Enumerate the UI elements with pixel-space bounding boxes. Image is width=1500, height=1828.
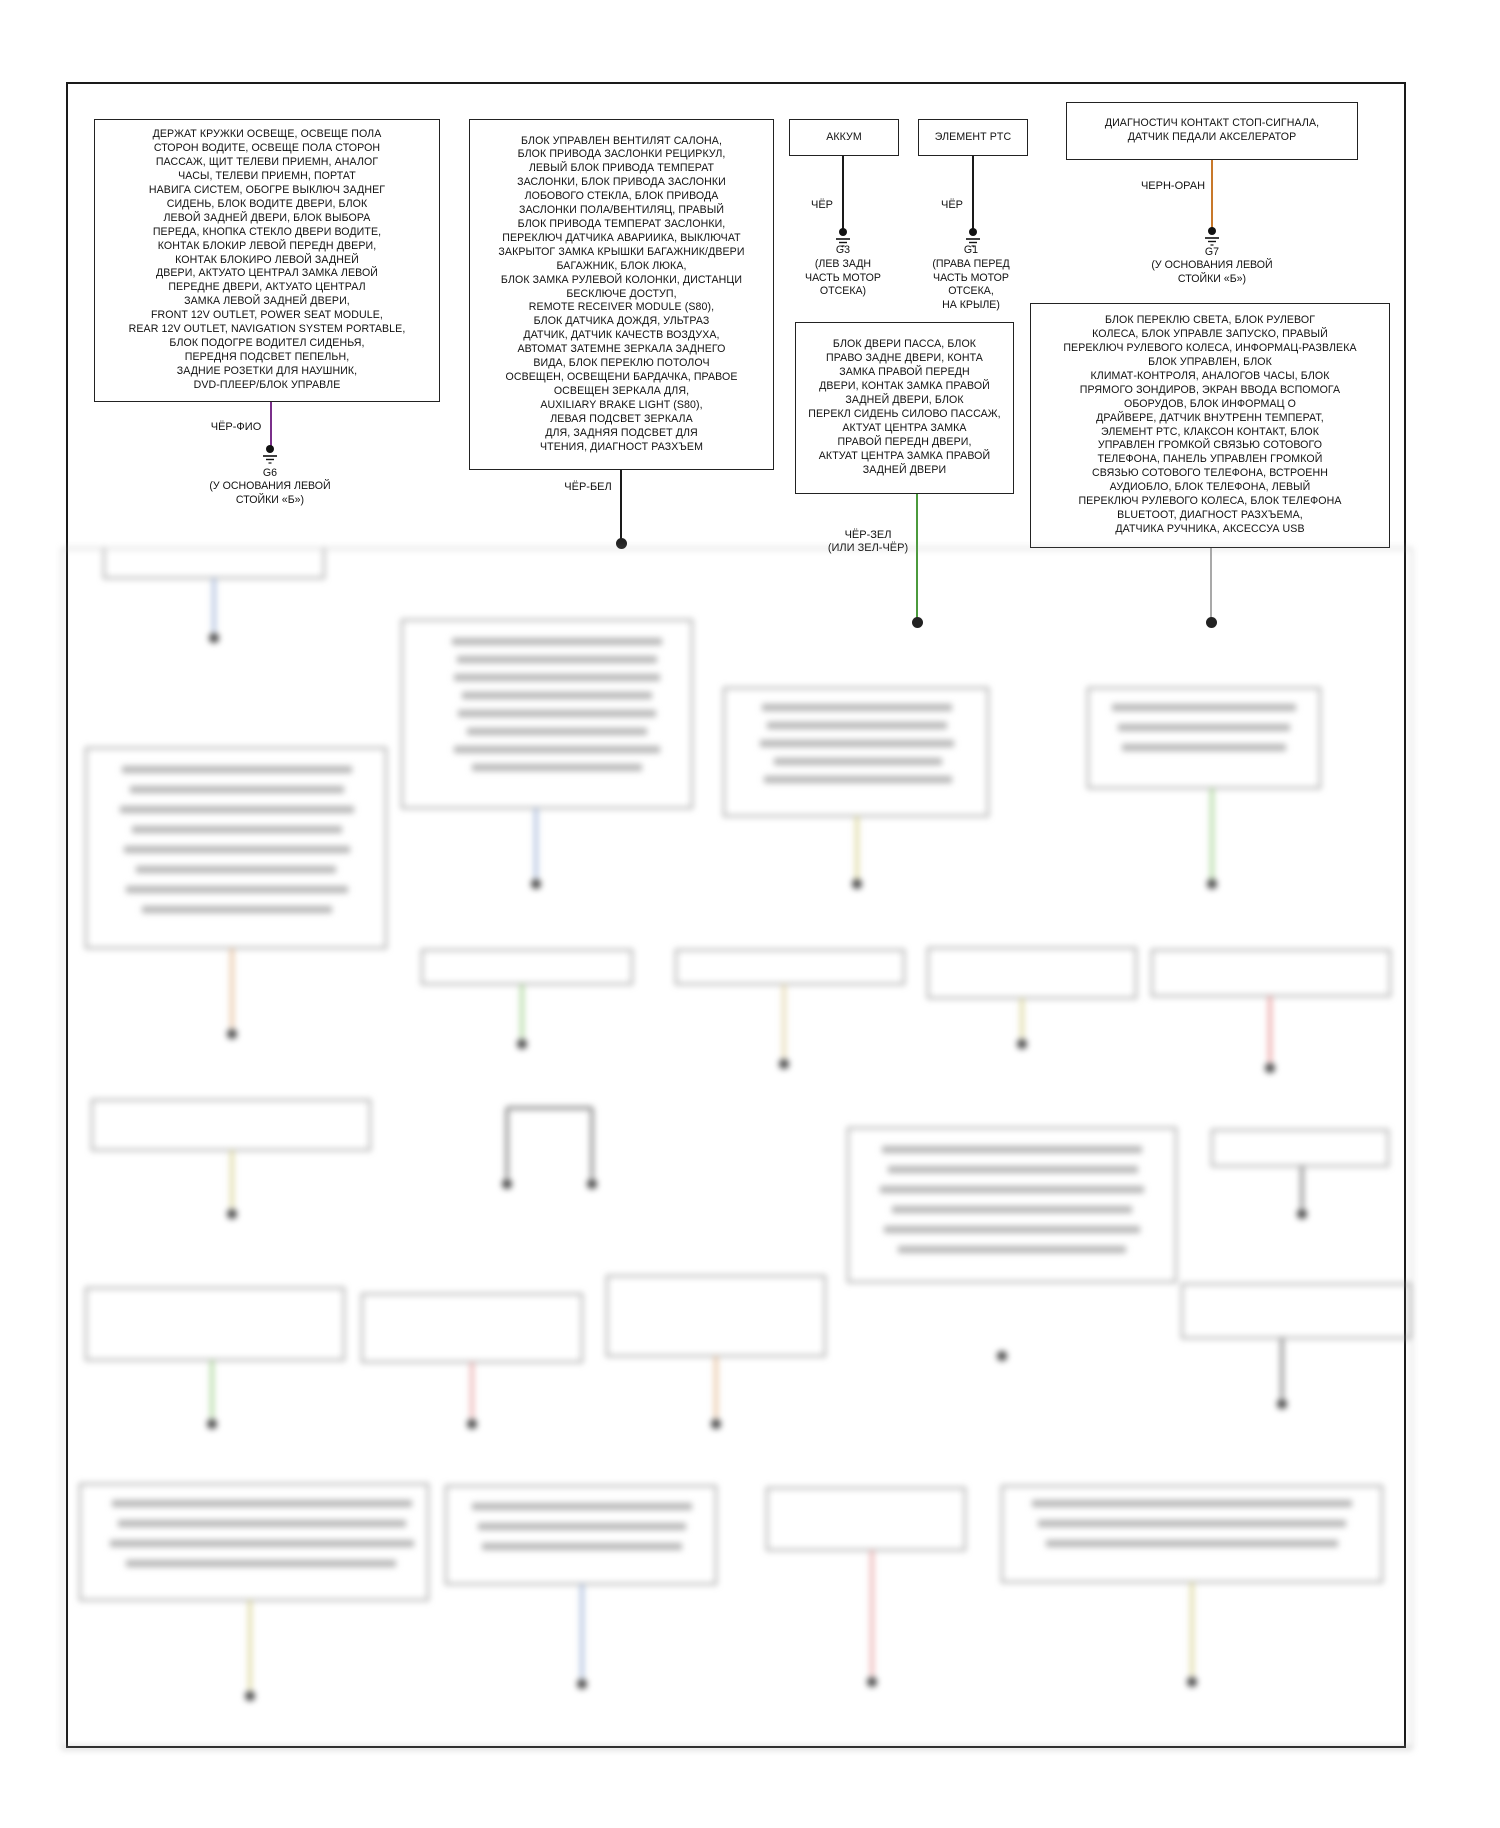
component-box-battery (789, 119, 899, 156)
component-box-steering (1030, 303, 1390, 548)
ground-id-g3: G3 (835, 244, 851, 256)
ground-symbol-g6 (262, 444, 278, 466)
component-text-g7: ДИАГНОСТИЧ КОНТАКТ СТОП-СИГНАЛА, ДАТЧИК ПЕДАЛИ АКСЕЛЕРАТОР (1104, 117, 1320, 143)
wire-label-g3: ЧЁР (810, 199, 833, 211)
wire-label-passenger-door: ЧЁР-ЗЕЛ (ИЛИ ЗЕЛ-ЧЁР) (827, 529, 909, 554)
wire-g7 (1211, 160, 1213, 228)
wire-label-hvac: ЧЁР-БЕЛ (564, 481, 612, 493)
component-text-hvac: БЛОК УПРАВЛЕН ВЕНТИЛЯТ САЛОНА, БЛОК ПРИВОДА ЗАСЛОНКИ РЕЦИРКУЛ, ЛЕВЫЙ БЛОК ПРИВОДА ТЕМПЕРАТ ЗАСЛОНКИ, БЛОК ПРИВОДА ЗАСЛОНКИ ЛОБОВОГО СТЕКЛА, БЛОК ПРИВОДА ЗАСЛОНКИ ПОЛА/ВЕНТИЛЯЦ, ПРАВЫЙ БЛОК ПРИВОДА ТЕМПЕРАТ ЗАСЛОНКИ, ПЕРЕКЛЮЧ ДАТЧИКА АВАРИИКА, ВЫКЛЮЧАТ ЗАКРЫТОГ ЗАМКА КРЫШКИ БАГАЖНИК/ДВЕРИ БАГАЖНИК, БЛОК ЛЮКА, БЛОК ЗАМКА РУЛЕВОЙ КОЛОНКИ, ДИСТАНЦИ БЕСКЛЮЧЕ ДОСТУП, REMOTE RECEIVER MODULE (S80), БЛОК ДАТЧИКА ДОЖДЯ, УЛЬТРАЗ ДАТЧИК, ДАТЧИК КАЧЕСТВ ВОЗДУХА, АВТОМАТ ЗАТЕМНЕ ЗЕРКАЛА ЗАДНЕГО ВИДА, БЛОК ПЕРЕКЛЮ ПОТОЛОЧ ОСВЕЩЕН, ОСВЕЩЕНИ БАРДАЧКА, ПРАВОЕ ОСВЕЩЕН ЗЕРКАЛА ДЛЯ, AUXILIARY BRAKE LIGHT (S80), ЛЕВАЯ ПОДСВЕТ ЗЕРКАЛА ДЛЯ, ЗАДНЯЯ ПОДСВЕТ ДЛЯ ЧТЕНИЯ, ДИАГНОСТ РАЗХЪЕМ (498, 134, 745, 453)
ground-id-g6: G6 (262, 467, 278, 479)
component-text-ptc: ЭЛЕМЕНТ PTC (934, 130, 1012, 143)
blurred-diagram-shapes (62, 548, 1412, 1750)
ground-symbol-g7 (1204, 226, 1220, 248)
ground-location-g1: (ПРАВА ПЕРЕД ЧАСТЬ МОТОР ОТСЕКА, НА КРЫЛЕ) (932, 258, 1010, 311)
wire-label-g1: ЧЁР (940, 199, 963, 211)
ground-location-g3: (ЛЕВ ЗАДН ЧАСТЬ МОТОР ОТСЕКА) (805, 258, 881, 297)
component-text-battery: АККУМ (826, 130, 862, 143)
ground-id-g7: G7 (1204, 246, 1220, 258)
wire-g3 (842, 156, 844, 234)
wire-label-g7: ЧЕРН-ОРАН (1140, 180, 1206, 192)
component-box-ptc (918, 119, 1028, 156)
component-text-steering: БЛОК ПЕРЕКЛЮ СВЕТА, БЛОК РУЛЕВОГ КОЛЕСА, БЛОК УПРАВЛЕ ЗАПУСКО, ПРАВЫЙ ПЕРЕКЛЮЧ РУЛЕВОГО КОЛЕСА, ИНФОРМАЦ-РАЗВЛЕКА БЛОК УПРАВЛЕН, БЛОК КЛИМАТ-КОНТРОЛЯ, АНАЛОГОВ ЧАСЫ, БЛОК ПРЯМОГО ЗОНДИРОВ, ЭКРАН ВВОДА ВСПОМОГА ОБОРУДОВ, БЛОК ИНФОРМАЦ О ДРАЙВЕРЕ, ДАТЧИК ВНУТРЕНН ТЕМПЕРАТ, ЭЛЕМЕНТ PTC, КЛАКСОН КОНТАКТ, БЛОК УПРАВЛЕН ГРОМКОЙ СВЯЗЬЮ СОТОВОГО ТЕЛЕФОНА, ПАНЕЛЬ УПРАВЛЕН ГРОМКОЙ СВЯЗЬЮ СОТОВОГО ТЕЛЕФОНА, ВСТРОЕНН АУДИОБЛО, БЛОК ТЕЛЕФОНА, ЛЕВЫЙ ПЕРЕКЛЮЧ РУЛЕВОГО КОЛЕСА, БЛОК ТЕЛЕФОНА BLUETOOT, ДИАГНОСТ РАЗХЪЕМА, ДАТЧИКА РУЧНИКА, АКСЕССУА USB (1063, 314, 1357, 535)
ground-location-g6: (У ОСНОВАНИЯ ЛЕВОЙ СТОЙКИ «Б») (209, 480, 331, 506)
component-box-passenger-door (795, 322, 1014, 494)
wire-label-g6: ЧЁР-ФИО (210, 421, 262, 433)
wire-g1 (972, 156, 974, 234)
component-box-hvac (469, 119, 774, 470)
component-box-g7 (1066, 102, 1358, 160)
blurred-diagram-region (62, 548, 1412, 1750)
component-text-g6: ДЕРЖАТ КРУЖКИ ОСВЕЩЕ, ОСВЕЩЕ ПОЛА СТОРОН ВОДИТЕ, ОСВЕЩЕ ПОЛА СТОРОН ПАССАЖ, ЩИТ ТЕЛЕВИ ПРИЕМН, АНАЛОГ ЧАСЫ, ТЕЛЕВИ ПРИЕМН, ПОРТАТ НАВИГА СИСТЕМ, ОБОГРЕ ВЫКЛЮЧ ЗАДНЕГ СИДЕНЬ, БЛОК ВОДИТЕ ДВЕРИ, БЛОК ЛЕВОЙ ЗАДНЕЙ ДВЕРИ, БЛОК ВЫБОРА ПЕРЕДА, КНОПКА СТЕКЛО ДВЕРИ ВОДИТЕ, КОНТАК БЛОКИР ЛЕВОЙ ПЕРЕДН ДВЕРИ, КОНТАК БЛОКИРО ЛЕВОЙ ЗАДНЕЙ ДВЕРИ, АКТУАТО ЦЕНТРАЛ ЗАМКА ЛЕВОЙ ПЕРЕДНЕ ДВЕРИ, АКТУАТО ЦЕНТРАЛ ЗАМКА ЛЕВОЙ ЗАДНЕЙ ДВЕРИ, FRONT 12V OUTLET, POWER SEAT MODULE, REAR 12V OUTLET, NAVIGATION SYSTEM PORTABLE, БЛОК ПОДОГРЕ ВОДИТЕЛ СИДЕНЬЯ, ПЕРЕДНЯ ПОДСВЕТ ПЕПЕЛЬН, ЗАДНИЕ РОЗЕТКИ ДЛЯ НАУШНИК, DVD-ПЛЕЕР/БЛОК УПРАВЛЕ (128, 128, 406, 391)
component-box-g6 (94, 119, 440, 402)
component-text-passenger-door: БЛОК ДВЕРИ ПАССА, БЛОК ПРАВО ЗАДНЕ ДВЕРИ, КОНТА ЗАМКА ПРАВОЙ ПЕРЕДН ДВЕРИ, КОНТАК ЗАМКА ПРАВОЙ ЗАДНЕЙ ДВЕРИ, БЛОК ПЕРЕКЛ СИДЕНЬ СИЛОВО ПАССАЖ, АКТУАТ ЦЕНТРА ЗАМКА ПРАВОЙ ПЕРЕДН ДВЕРИ, АКТУАТ ЦЕНТРА ЗАМКА ПРАВОЙ ЗАДНЕЙ ДВЕРИ (808, 338, 1001, 476)
ground-id-g1: G1 (963, 244, 979, 256)
ground-location-g7: (У ОСНОВАНИЯ ЛЕВОЙ СТОЙКИ «Б») (1151, 259, 1273, 285)
